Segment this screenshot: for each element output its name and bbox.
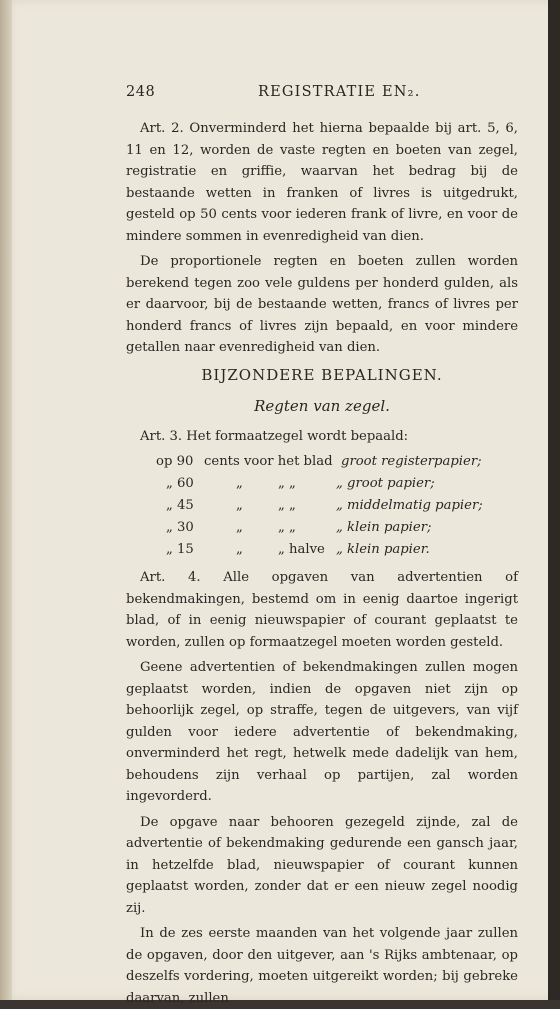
rate-item: „ groot papier; bbox=[336, 476, 435, 491]
subsection-heading: Regten van zegel. bbox=[254, 397, 390, 415]
paragraph-art2: Art. 2. Onverminderd het hierna bepaalde bij art. 5, 6, 11 en 12, worden de vaste regten en boeten van zegel, registratie en griffie, waarvan het bedrag bij de bestaande wetten in franken of livres is uitgedrukt, gesteld op 50 cents voor iederen frank of livre, en voor de mindere sommen in evenredigheid van dien. bbox=[126, 121, 518, 244]
rate-amount: „ 60 bbox=[166, 476, 194, 491]
running-header bbox=[126, 84, 518, 106]
rate-item: groot registerpapier; bbox=[341, 454, 482, 469]
rate-row bbox=[156, 473, 518, 495]
paragraph-validity: De opgave naar behooren gezegeld zijnde, zal de advertentie of bekendmaking gedurende een gansch jaar, in hetzelfde blad, nieuwspapier of courant kunnen geplaatst worden, zonder dat er een nieuw zegel noodig zij. bbox=[126, 814, 518, 916]
rate-row bbox=[156, 517, 518, 539]
page-number: 248 bbox=[126, 84, 156, 100]
rate-unit: „ bbox=[236, 476, 243, 491]
rate-amount: „ 30 bbox=[166, 520, 194, 535]
rate-item: „ klein papier; bbox=[336, 520, 432, 535]
paragraph-submission: In de zes eerste maanden van het volgende jaar zullen de opgaven, door den uitgever, aan 's Rijks ambtenaar, op deszelfs vordering, moeten uitgereikt worden; bij gebreke daarvan, zullen bbox=[126, 926, 518, 1006]
rate-unit: cents voor het blad bbox=[204, 454, 333, 469]
rate-size: „ „ bbox=[278, 498, 296, 513]
rate-unit: „ bbox=[236, 520, 243, 535]
rate-row bbox=[156, 539, 518, 561]
paragraph-proportional: De proportionele regten en boeten zullen worden berekend tegen zoo vele guldens per honderd gulden, als er daarvoor, bij de bestaande wetten, francs of livres per honderd francs of livres zijn bepaald, en voor mindere getallen naar evenredigheid van dien. bbox=[126, 254, 518, 355]
section-heading: BIJZONDERE BEPALINGEN. bbox=[201, 365, 443, 384]
rate-size: „ halve bbox=[278, 542, 325, 557]
rate-size: „ „ bbox=[278, 520, 296, 535]
paragraph-penalty: Geene advertentien of bekendmakingen zullen mogen geplaatst worden, indien de opgaven niet zijn op behoorlijk zegel, op straffe, tegen de uitgevers, van vijf gulden voor iedere advertentie of bekendmaking, onverminderd het regt, hetwelk mede dadelijk van hem, behoudens zijn verhaal op partijen, zal worden ingevorderd. bbox=[126, 660, 518, 804]
page-body bbox=[126, 118, 518, 1009]
paragraph-art4: Art. 4. Alle opgaven van advertentien of bekendmakingen, bestemd om in eenig daartoe ingerigt blad, of in eenig nieuwspapier of courant geplaatst te worden, zullen op formaatzegel moeten worden gesteld. bbox=[126, 570, 518, 650]
rate-unit: „ bbox=[236, 498, 243, 513]
rate-row bbox=[156, 451, 518, 473]
rate-item: „ middelmatig papier; bbox=[336, 498, 483, 513]
rate-amount: „ 45 bbox=[166, 498, 194, 513]
rate-amount: „ 15 bbox=[166, 542, 194, 557]
paragraph-art3-intro: Art. 3. Het formaatzegel wordt bepaald: bbox=[140, 428, 409, 444]
rate-unit: „ bbox=[236, 542, 243, 557]
page-gutter bbox=[0, 0, 12, 1000]
rate-item: „ klein papier. bbox=[336, 542, 430, 557]
page-edge bbox=[548, 0, 560, 1000]
rate-amount: op 90 bbox=[156, 454, 194, 469]
rate-table bbox=[156, 451, 518, 561]
running-title: REGISTRATIE EN₂. bbox=[258, 84, 421, 100]
rate-row bbox=[156, 495, 518, 517]
rate-size: „ „ bbox=[278, 476, 296, 491]
